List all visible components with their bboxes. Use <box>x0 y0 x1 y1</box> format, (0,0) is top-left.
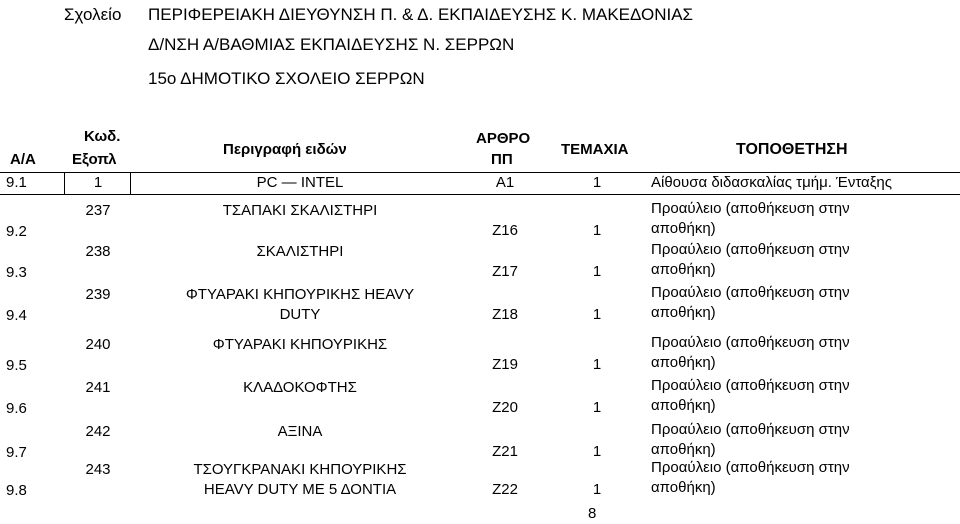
aa-cell: 9.7 <box>6 444 27 461</box>
description-line: ΑΞΙΝΑ <box>277 423 323 440</box>
code-cell: 1 <box>93 174 103 191</box>
quantity-cell: 1 <box>592 481 602 498</box>
article-cell: Ζ18 <box>492 306 518 323</box>
description-cell <box>175 460 425 500</box>
aa-cell: 9.3 <box>6 264 27 281</box>
col-header-aa: Α/Α <box>10 151 36 168</box>
location-cell <box>651 283 850 323</box>
table-row <box>0 378 960 422</box>
table-row <box>0 285 960 335</box>
code-cell: 237 <box>85 202 111 219</box>
code-cell: 243 <box>85 461 111 478</box>
article-cell: Ζ21 <box>492 443 518 460</box>
school-label: Σχολείο <box>64 5 122 24</box>
location-line: αποθήκη) <box>651 304 716 321</box>
col-header-code-line1: Κωδ. <box>84 128 121 145</box>
location-cell <box>651 458 850 498</box>
location-line: Αίθουσα διδασκαλίας τμήμ. Ένταξης <box>651 174 892 191</box>
quantity-cell: 1 <box>592 263 602 280</box>
col-header-article-line1: ΑΡΘΡΟ <box>476 130 531 147</box>
description-cell <box>175 378 425 398</box>
location-line: αποθήκη) <box>651 220 716 237</box>
col-header-article-line2: ΠΠ <box>491 151 513 168</box>
location-line: αποθήκη) <box>651 261 716 278</box>
directorate-title: ΠΕΡΙΦΕΡΕΙΑΚΗ ΔΙΕΥΘΥΝΣΗ Π. & Δ. ΕΚΠΑΙΔΕΥΣΗΣ Κ. ΜΑΚΕΔΟΝΙΑΣ <box>148 5 694 24</box>
location-line: Προαύλειο (αποθήκευση στην <box>651 241 850 258</box>
table-row <box>0 242 960 285</box>
article-cell: A1 <box>495 174 515 191</box>
aa-cell: 9.4 <box>6 307 27 324</box>
aa-cell: 9.2 <box>6 223 27 240</box>
table-header <box>0 125 960 173</box>
code-cell: 241 <box>85 379 111 396</box>
location-line: αποθήκη) <box>651 441 716 458</box>
col-header-code-line2: Εξοπλ <box>72 151 117 168</box>
quantity-cell: 1 <box>592 222 602 239</box>
description-line: ΤΣΑΠΑΚΙ ΣΚΑΛΙΣΤΗΡΙ <box>222 202 378 219</box>
description-cell <box>175 422 425 442</box>
aa-cell: 9.8 <box>6 482 27 499</box>
table-row <box>0 174 960 194</box>
row-divider <box>0 194 960 195</box>
quantity-cell: 1 <box>592 306 602 323</box>
location-cell <box>651 199 850 239</box>
location-line: αποθήκη) <box>651 479 716 496</box>
page-number: 8 <box>588 505 597 522</box>
article-cell: Ζ22 <box>492 481 518 498</box>
description-line: ΣΚΑΛΙΣΤΗΡΙ <box>256 243 344 260</box>
location-cell <box>651 333 850 373</box>
quantity-cell: 1 <box>592 399 602 416</box>
article-cell: Ζ16 <box>492 222 518 239</box>
location-line: Προαύλειο (αποθήκευση στην <box>651 459 850 476</box>
col-header-quantity: ΤΕΜΑΧΙΑ <box>561 141 629 158</box>
code-cell: 242 <box>85 423 111 440</box>
location-cell <box>651 173 892 193</box>
article-cell: Ζ19 <box>492 356 518 373</box>
location-cell <box>651 376 850 416</box>
description-cell <box>175 242 425 262</box>
code-cell: 240 <box>85 336 111 353</box>
description-line: PC — INTEL <box>256 174 344 191</box>
description-line: DUTY <box>279 306 321 323</box>
aa-cell: 9.6 <box>6 400 27 417</box>
quantity-cell: 1 <box>592 356 602 373</box>
description-line: ΦΤΥΑΡΑΚΙ ΚΗΠΟΥΡΙΚΗΣ <box>212 336 388 353</box>
location-line: Προαύλειο (αποθήκευση στην <box>651 421 850 438</box>
article-cell: Ζ17 <box>492 263 518 280</box>
description-cell <box>175 335 425 355</box>
article-cell: Ζ20 <box>492 399 518 416</box>
location-cell <box>651 240 850 280</box>
aa-cell: 9.5 <box>6 357 27 374</box>
aa-cell: 9.1 <box>6 174 27 191</box>
description-cell <box>175 201 425 221</box>
location-line: Προαύλειο (αποθήκευση στην <box>651 200 850 217</box>
description-cell <box>175 173 425 193</box>
table-row <box>0 201 960 242</box>
col-header-location: ΤΟΠΟΘΕΤΗΣΗ <box>736 141 848 158</box>
quantity-cell: 1 <box>592 443 602 460</box>
description-line: ΦΤΥΑΡΑΚΙ ΚΗΠΟΥΡΙΚΗΣ HEAVY <box>185 286 415 303</box>
col-header-description: Περιγραφή ειδών <box>223 141 347 158</box>
table-row <box>0 335 960 378</box>
description-line: HEAVY DUTY ΜΕ 5 ΔΟΝΤΙΑ <box>203 481 397 498</box>
location-line: Προαύλειο (αποθήκευση στην <box>651 334 850 351</box>
location-cell <box>651 420 850 460</box>
description-line: ΤΣΟΥΓΚΡΑΝΑΚΙ ΚΗΠΟΥΡΙΚΗΣ <box>193 461 407 478</box>
table-row <box>0 460 960 504</box>
code-cell: 239 <box>85 286 111 303</box>
school-name: 15ο ΔΗΜΟΤΙΚΟ ΣΧΟΛΕΙΟ ΣΕΡΡΩΝ <box>148 69 425 88</box>
location-line: Προαύλειο (αποθήκευση στην <box>651 377 850 394</box>
description-cell <box>175 285 425 325</box>
code-cell: 238 <box>85 243 111 260</box>
table-row <box>0 422 960 460</box>
department-title: Δ/ΝΣΗ Α/ΒΑΘΜΙΑΣ ΕΚΠΑΙΔΕΥΣΗΣ Ν. ΣΕΡΡΩΝ <box>148 35 515 54</box>
location-line: Προαύλειο (αποθήκευση στην <box>651 284 850 301</box>
quantity-cell: 1 <box>592 174 602 191</box>
location-line: αποθήκη) <box>651 354 716 371</box>
description-line: ΚΛΑΔΟΚΟΦΤΗΣ <box>243 379 357 396</box>
location-line: αποθήκη) <box>651 397 716 414</box>
